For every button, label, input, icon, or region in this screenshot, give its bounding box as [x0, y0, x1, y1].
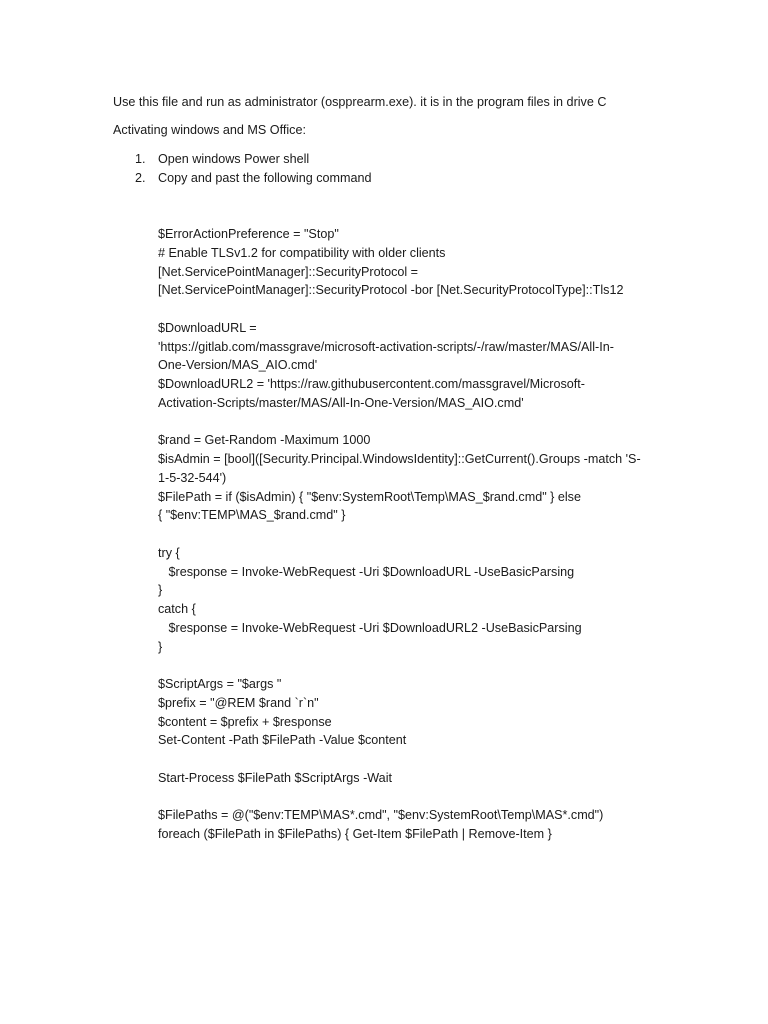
code-line: $prefix = "@REM $rand `r`n"	[158, 695, 319, 710]
code-line: $DownloadURL =	[158, 320, 257, 335]
code-line: $FilePath = if ($isAdmin) { "$env:SystemRoot\Temp\MAS_$rand.cmd" } else	[158, 489, 581, 504]
code-line: # Enable TLSv1.2 for compatibility with older clients	[158, 245, 446, 260]
code-line: [Net.ServicePointManager]::SecurityProtocol -bor [Net.SecurityProtocolType]::Tls12	[158, 283, 624, 298]
code-line: One-Version/MAS_AIO.cmd'	[158, 358, 318, 373]
code-line	[158, 525, 641, 544]
code-line: $rand = Get-Random -Maximum 1000	[158, 433, 371, 448]
list-item-number: 2.	[135, 171, 146, 185]
code-line: [Net.ServicePointManager]::SecurityProtocol =	[158, 264, 419, 279]
code-line: $isAdmin = [bool]([Security.Principal.WindowsIdentity]::GetCurrent().Groups -match 'S-	[158, 452, 641, 466]
code-line: }	[158, 639, 163, 654]
code-line: $ScriptArgs = "$args "	[158, 677, 282, 691]
code-line: Start-Process $FilePath $ScriptArgs -Wait	[158, 770, 392, 785]
code-line: Activation-Scripts/master/MAS/All-In-One-Version/MAS_AIO.cmd'	[158, 395, 524, 410]
code-line: $response = Invoke-WebRequest -Uri $DownloadURL -UseBasicParsing	[158, 564, 575, 579]
code-line	[158, 413, 641, 432]
list-item-text: Open windows Power shell	[158, 152, 310, 166]
code-line: 1-5-32-544')	[158, 470, 227, 485]
code-line: }	[158, 583, 163, 598]
code-line: $FilePaths = @("$env:TEMP\MAS*.cmd", "$env:SystemRoot\Temp\MAS*.cmd")	[158, 808, 604, 823]
code-line: $DownloadURL2 = 'https://raw.githubusercontent.com/massgravel/Microsoft-	[158, 377, 585, 391]
code-line	[158, 656, 641, 675]
list-item-number: 1.	[135, 152, 146, 166]
intro-paragraph: Use this file and run as administrator (ospprearm.exe). it is in the program files in drive C	[113, 95, 607, 109]
code-line: $content = $prefix + $response	[158, 714, 332, 729]
code-line: try {	[158, 545, 180, 560]
code-line: $response = Invoke-WebRequest -Uri $DownloadURL2 -UseBasicParsing	[158, 620, 582, 635]
code-line	[158, 300, 641, 319]
code-line: 'https://gitlab.com/massgrave/microsoft-activation-scripts/-/raw/master/MAS/All-In-	[158, 339, 614, 354]
code-line	[158, 788, 641, 807]
code-line: catch {	[158, 602, 196, 616]
code-line: $ErrorActionPreference = "Stop"	[158, 227, 339, 241]
code-line: foreach ($FilePath in $FilePaths) { Get-Item $FilePath | Remove-Item }	[158, 827, 552, 841]
code-line: { "$env:TEMP\MAS_$rand.cmd" }	[158, 508, 346, 523]
subheading-paragraph: Activating windows and MS Office:	[113, 123, 306, 137]
code-block	[158, 225, 641, 844]
list-item-text: Copy and past the following command	[158, 171, 372, 185]
code-line: Set-Content -Path $FilePath -Value $content	[158, 733, 407, 748]
code-line	[158, 750, 641, 769]
